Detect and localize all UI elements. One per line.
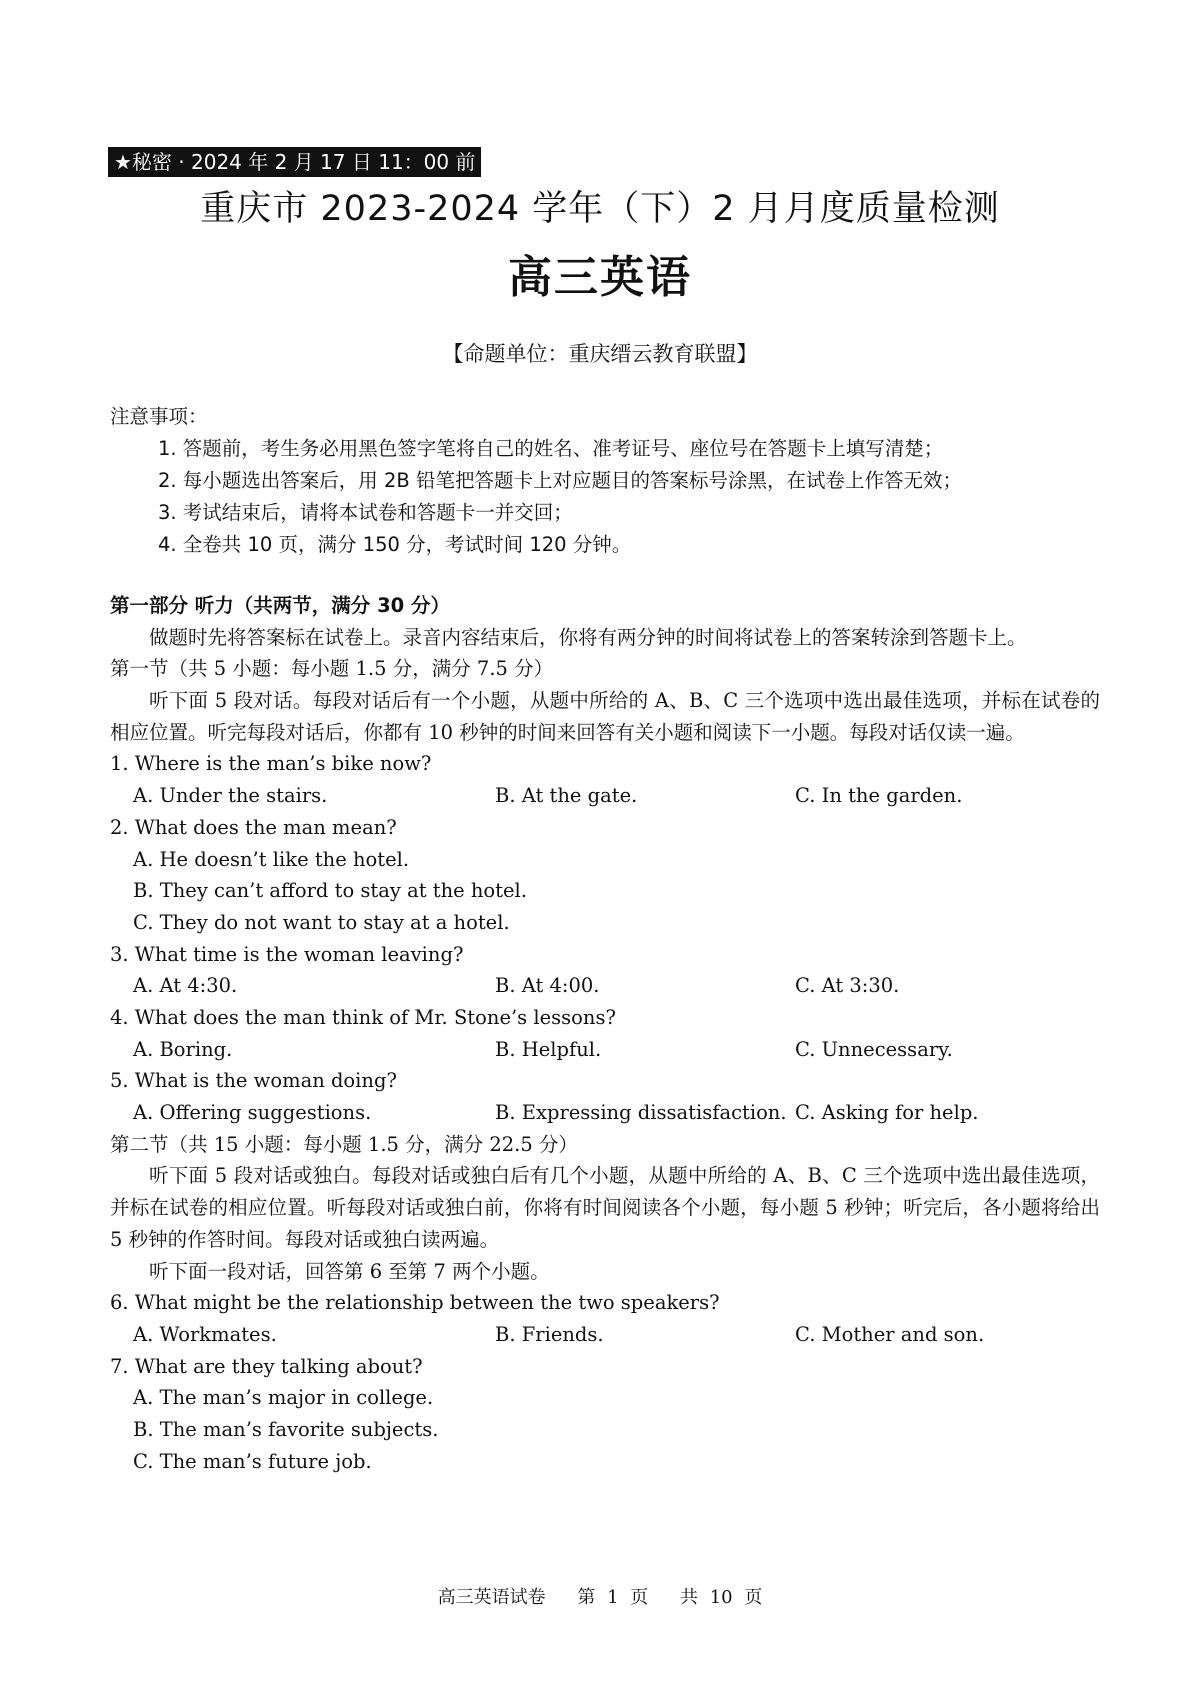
question-stem: 3. What time is the woman leaving? [110,942,464,966]
question-stem: 7. What are they talking about? [110,1354,423,1378]
option-c: C. At 3:30. [795,974,900,998]
options-row [110,780,1100,812]
page-footer [0,1585,1200,1611]
footer-total: 共 10 页 [680,1587,763,1608]
option-c: C. They do not want to stay at a hotel. [133,910,510,934]
question-stem: 6. What might be the relationship between the two speakers? [110,1291,720,1315]
options-row [110,1319,1100,1351]
option-c: C. Asking for help. [795,1101,979,1125]
option-b: B. Expressing dissatisfaction. [495,1101,787,1125]
option-a: A. He doesn’t like the hotel. [133,847,410,871]
option-b: B. The man’s favorite subjects. [133,1417,439,1441]
option-b: B. They can’t afford to stay at the hotel. [133,879,527,903]
option-a: A. Under the stairs. [133,784,328,808]
options-row [110,1097,1100,1129]
author-line: 【命题单位：重庆缙云教育联盟】 [442,342,758,366]
option-a: A. At 4:30. [133,974,238,998]
question-stem: 1. Where is the man’s bike now? [110,752,432,776]
part1-content [110,590,1100,1477]
option-a: A. The man’s major in college. [133,1386,434,1410]
option-a: A. Workmates. [133,1322,277,1346]
section1-title: 第一节（共 5 小题：每小题 1.5 分，满分 7.5 分） [110,657,554,681]
part1-intro: 做题时先将答案标在试卷上。录音内容结束后，你将有两分钟的时间将试卷上的答案转涂到答题卡上。 [149,625,1027,649]
option-c: C. In the garden. [795,784,963,808]
note-item: 1. 答题前，考生务必用黑色签字笔将自己的姓名、准考证号、座位号在答题卡上填写清楚； [158,437,944,460]
option-a: A. Offering suggestions. [133,1101,372,1125]
footer-page: 第 1 页 [577,1587,649,1608]
footer-subject: 高三英语试卷 [437,1587,546,1608]
option-b: B. Helpful. [495,1037,602,1061]
options-row [110,1034,1100,1066]
note-item: 2. 每小题选出答案后，用 2B 铅笔把答题卡上对应题目的答案标号涂黑，在试卷上作答无效； [158,469,962,492]
question-stem: 5. What is the woman doing? [110,1069,397,1093]
notes-section [110,401,1110,561]
exam-title: 重庆市 2023-2024 学年（下）2 月月度质量检测 [200,189,1000,229]
section1-instructions: 听下面 5 段对话。每段对话后有一个小题，从题中所给的 A、B、C 三个选项中选出最佳选项，并标在试卷的相应位置。听完每段对话后，你都有 10 秒钟的时间来回答有关小题和阅读下一小题。每段对话仅读一遍。 [110,689,1100,744]
option-b: B. At the gate. [495,784,638,808]
option-c: C. Mother and son. [795,1322,985,1346]
notes-title: 注意事项： [110,405,208,428]
secret-badge: ★秘密 · 2024 年 2 月 17 日 11：00 前 [108,147,481,177]
options-row [110,970,1100,1002]
note-item: 4. 全卷共 10 页，满分 150 分，考试时间 120 分钟。 [158,533,632,556]
question-stem: 2. What does the man mean? [110,815,397,839]
option-b: B. Friends. [495,1322,604,1346]
prompt-6-7: 听下面一段对话，回答第 6 至第 7 两个小题。 [149,1259,550,1283]
part1-title: 第一部分 听力（共两节，满分 30 分） [110,594,451,617]
option-c: C. The man’s future job. [133,1449,372,1473]
section2-instructions: 听下面 5 段对话或独白。每段对话或独白后有几个小题，从题中所给的 A、B、C 三个选项中选出最佳选项，并标在试卷的相应位置。听每段对话或独白前，你将有时间阅读各个小题，每小题 5 秒钟；听完后，各小题将给出 5 秒钟的作答时间。每段对话或独白读两遍。 [110,1164,1100,1251]
option-a: A. Boring. [133,1037,233,1061]
option-c: C. Unnecessary. [795,1037,953,1061]
note-item: 3. 考试结束后，请将本试卷和答题卡一并交回； [158,501,573,524]
section2-title: 第二节（共 15 小题：每小题 1.5 分，满分 22.5 分） [110,1132,578,1156]
subject-title: 高三英语 [508,252,692,303]
question-stem: 4. What does the man think of Mr. Stone’s lessons? [110,1005,616,1029]
option-b: B. At 4:00. [495,974,600,998]
